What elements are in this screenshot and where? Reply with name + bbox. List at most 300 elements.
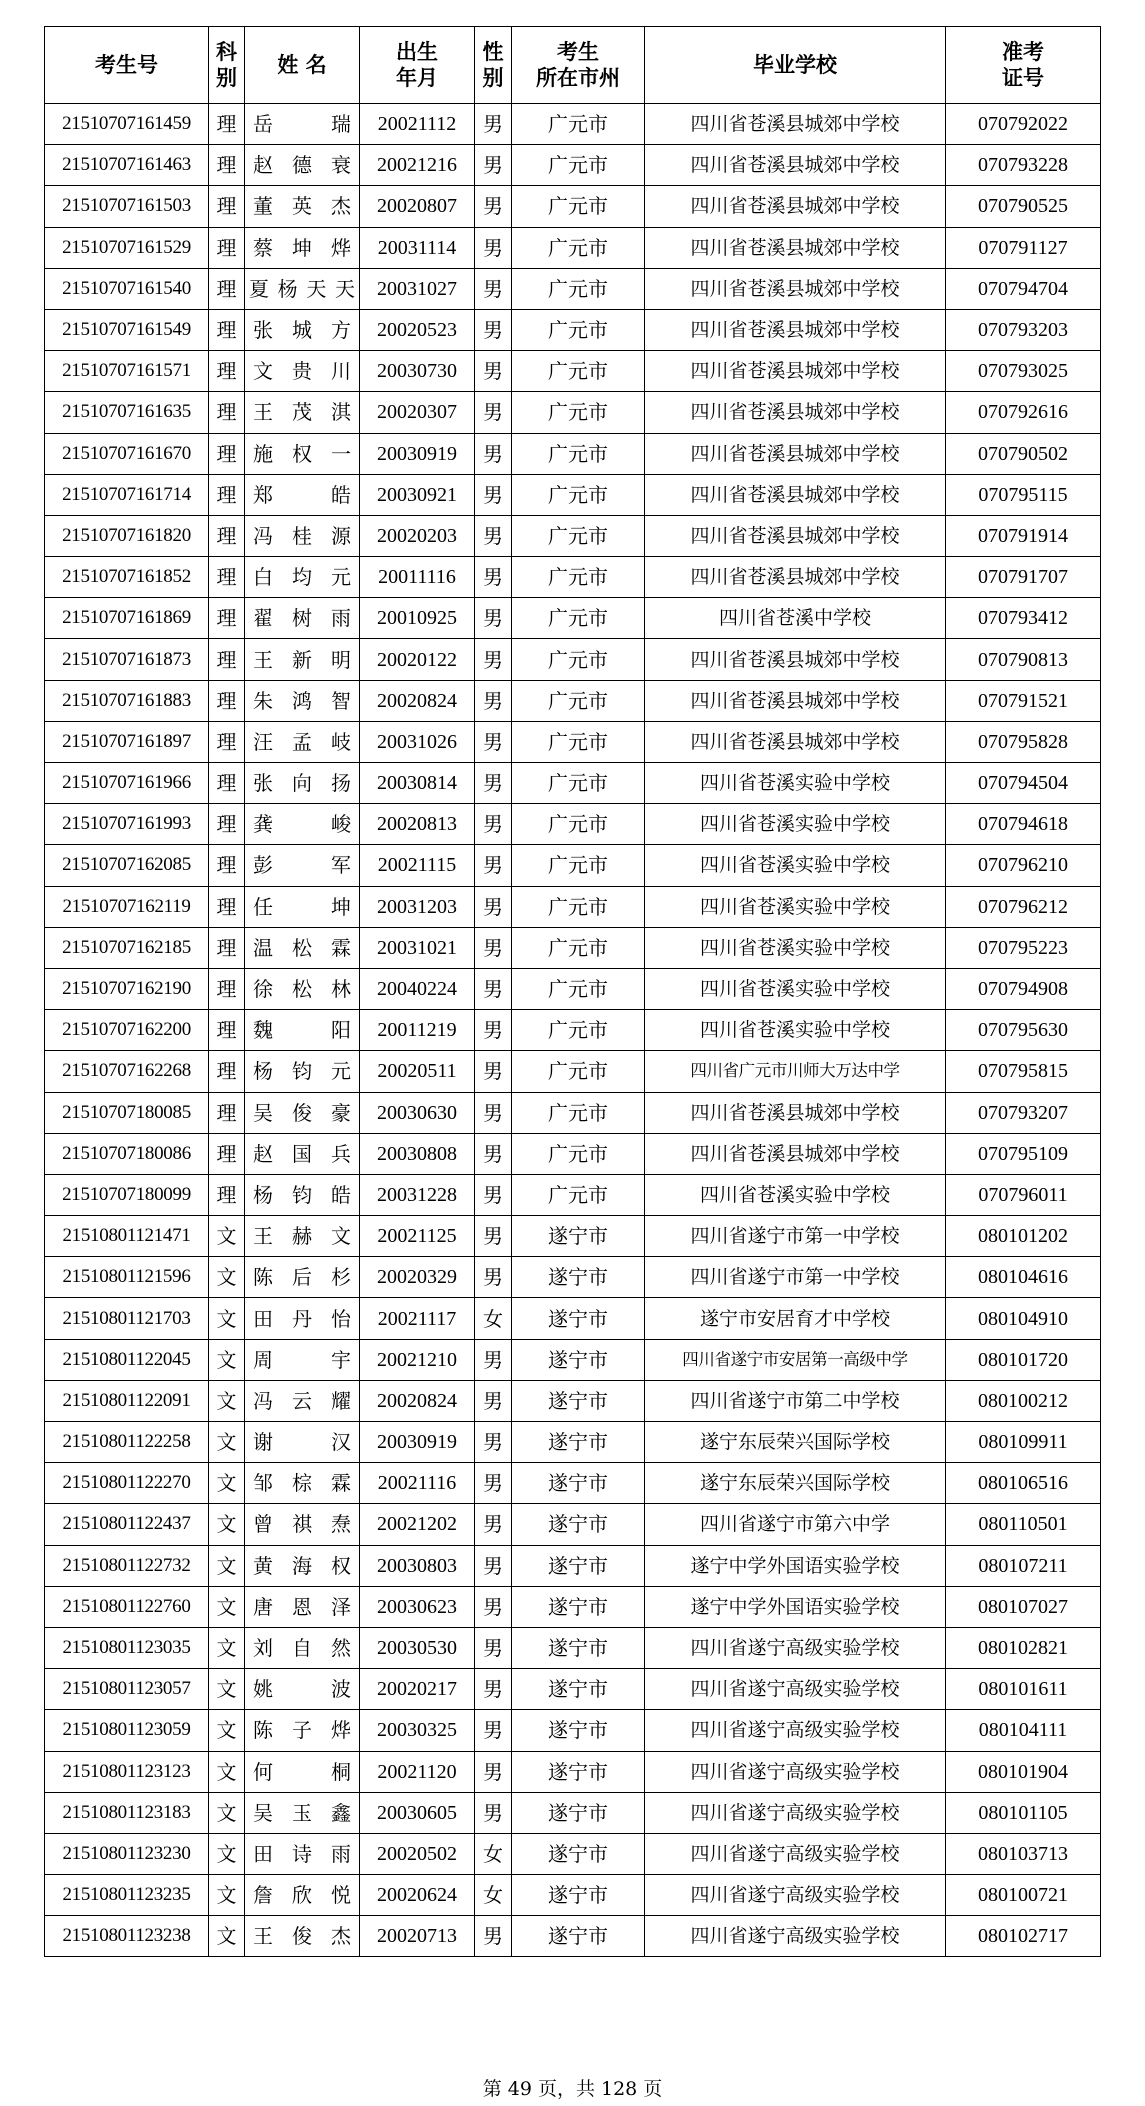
cell-school: 四川省遂宁高级实验学校 — [645, 1751, 946, 1792]
cell-ticket: 080107027 — [946, 1586, 1101, 1627]
cell-city: 广元市 — [512, 268, 645, 309]
cell-city: 广元市 — [512, 804, 645, 845]
cell-subject: 理 — [209, 927, 245, 968]
cell-birth: 20020713 — [360, 1916, 475, 1957]
cell-gender: 女 — [475, 1298, 512, 1339]
cell-birth: 20011219 — [360, 1010, 475, 1051]
cell-exam-no: 21510801122437 — [45, 1504, 209, 1545]
cell-name: 詹欣悦 — [245, 1875, 360, 1916]
cell-subject: 理 — [209, 598, 245, 639]
cell-birth: 20031228 — [360, 1174, 475, 1215]
cell-name: 何桐 — [245, 1751, 360, 1792]
cell-ticket: 070795109 — [946, 1133, 1101, 1174]
cell-ticket: 070793207 — [946, 1092, 1101, 1133]
cell-subject: 文 — [209, 1792, 245, 1833]
cell-subject: 文 — [209, 1669, 245, 1710]
cell-school: 四川省遂宁市第二中学校 — [645, 1380, 946, 1421]
cell-ticket: 080110501 — [946, 1504, 1101, 1545]
cell-city: 遂宁市 — [512, 1710, 645, 1751]
cell-birth: 20020824 — [360, 1380, 475, 1421]
cell-subject: 文 — [209, 1463, 245, 1504]
cell-birth: 20021116 — [360, 1463, 475, 1504]
cell-birth: 20030921 — [360, 474, 475, 515]
cell-name: 郑皓 — [245, 474, 360, 515]
cell-birth: 20021210 — [360, 1339, 475, 1380]
cell-subject: 理 — [209, 186, 245, 227]
cell-ticket: 070793228 — [946, 145, 1101, 186]
cell-exam-no: 21510801123183 — [45, 1792, 209, 1833]
cell-city: 遂宁市 — [512, 1916, 645, 1957]
cell-gender: 男 — [475, 351, 512, 392]
cell-gender: 男 — [475, 268, 512, 309]
cell-subject: 理 — [209, 351, 245, 392]
table-row — [45, 845, 1101, 886]
cell-exam-no: 21510707161820 — [45, 515, 209, 556]
cell-exam-no: 21510707180085 — [45, 1092, 209, 1133]
cell-subject: 理 — [209, 1092, 245, 1133]
cell-school: 四川省苍溪县城郊中学校 — [645, 433, 946, 474]
cell-gender: 男 — [475, 1174, 512, 1215]
cell-subject: 文 — [209, 1545, 245, 1586]
cell-exam-no: 21510707161869 — [45, 598, 209, 639]
cell-subject: 理 — [209, 763, 245, 804]
table-row — [45, 1216, 1101, 1257]
table-row — [45, 1875, 1101, 1916]
cell-ticket: 080101904 — [946, 1751, 1101, 1792]
cell-school: 遂宁中学外国语实验学校 — [645, 1545, 946, 1586]
cell-city: 遂宁市 — [512, 1627, 645, 1668]
cell-ticket: 070795815 — [946, 1051, 1101, 1092]
cell-school: 四川省苍溪县城郊中学校 — [645, 145, 946, 186]
cell-school: 四川省苍溪实验中学校 — [645, 763, 946, 804]
cell-city: 广元市 — [512, 351, 645, 392]
cell-school: 四川省苍溪县城郊中学校 — [645, 639, 946, 680]
cell-subject: 文 — [209, 1627, 245, 1668]
cell-gender: 男 — [475, 1216, 512, 1257]
cell-school: 四川省遂宁高级实验学校 — [645, 1833, 946, 1874]
table-row — [45, 433, 1101, 474]
cell-gender: 男 — [475, 1463, 512, 1504]
cell-subject: 文 — [209, 1875, 245, 1916]
cell-city: 广元市 — [512, 845, 645, 886]
cell-city: 遂宁市 — [512, 1422, 645, 1463]
cell-ticket: 080104616 — [946, 1257, 1101, 1298]
cell-birth: 20020329 — [360, 1257, 475, 1298]
cell-subject: 理 — [209, 227, 245, 268]
cell-birth: 20010925 — [360, 598, 475, 639]
cell-birth: 20030623 — [360, 1586, 475, 1627]
cell-exam-no: 21510707162190 — [45, 968, 209, 1009]
cell-school: 四川省苍溪实验中学校 — [645, 968, 946, 1009]
cell-ticket: 070790813 — [946, 639, 1101, 680]
table-row — [45, 186, 1101, 227]
cell-name: 夏杨天天 — [245, 268, 360, 309]
cell-name: 周宇 — [245, 1339, 360, 1380]
cell-school: 四川省苍溪实验中学校 — [645, 1010, 946, 1051]
cell-gender: 男 — [475, 1710, 512, 1751]
cell-name: 任坤 — [245, 886, 360, 927]
table-row — [45, 1792, 1101, 1833]
cell-ticket: 080100721 — [946, 1875, 1101, 1916]
header-gender: 性 别 — [475, 27, 512, 104]
table-row — [45, 680, 1101, 721]
cell-birth: 20020813 — [360, 804, 475, 845]
cell-ticket: 080109911 — [946, 1422, 1101, 1463]
table-row — [45, 1916, 1101, 1957]
cell-city: 广元市 — [512, 145, 645, 186]
cell-subject: 文 — [209, 1833, 245, 1874]
cell-school: 四川省苍溪县城郊中学校 — [645, 104, 946, 145]
cell-subject: 文 — [209, 1422, 245, 1463]
cell-subject: 理 — [209, 309, 245, 350]
cell-exam-no: 21510707161635 — [45, 392, 209, 433]
cell-ticket: 080104910 — [946, 1298, 1101, 1339]
cell-exam-no: 21510707162200 — [45, 1010, 209, 1051]
cell-name: 赵国兵 — [245, 1133, 360, 1174]
cell-birth: 20030919 — [360, 433, 475, 474]
cell-ticket: 070796210 — [946, 845, 1101, 886]
cell-exam-no: 21510707161714 — [45, 474, 209, 515]
table-row — [45, 1627, 1101, 1668]
cell-ticket: 070796011 — [946, 1174, 1101, 1215]
cell-city: 广元市 — [512, 474, 645, 515]
header-birth: 出生 年月 — [360, 27, 475, 104]
table-row — [45, 1257, 1101, 1298]
cell-name: 黄海权 — [245, 1545, 360, 1586]
cell-city: 广元市 — [512, 392, 645, 433]
cell-subject: 理 — [209, 557, 245, 598]
cell-school: 四川省苍溪实验中学校 — [645, 1174, 946, 1215]
cell-gender: 男 — [475, 392, 512, 433]
cell-school: 四川省苍溪县城郊中学校 — [645, 268, 946, 309]
cell-subject: 理 — [209, 1174, 245, 1215]
cell-school: 四川省遂宁高级实验学校 — [645, 1669, 946, 1710]
table-row — [45, 309, 1101, 350]
cell-birth: 20020624 — [360, 1875, 475, 1916]
cell-school: 四川省苍溪县城郊中学校 — [645, 186, 946, 227]
cell-gender: 男 — [475, 309, 512, 350]
cell-exam-no: 21510707161459 — [45, 104, 209, 145]
header-subject: 科 别 — [209, 27, 245, 104]
cell-birth: 20030530 — [360, 1627, 475, 1668]
cell-exam-no: 21510707180099 — [45, 1174, 209, 1215]
cell-school: 遂宁中学外国语实验学校 — [645, 1586, 946, 1627]
cell-ticket: 070795223 — [946, 927, 1101, 968]
cell-school: 四川省苍溪县城郊中学校 — [645, 721, 946, 762]
cell-ticket: 070790502 — [946, 433, 1101, 474]
cell-subject: 文 — [209, 1298, 245, 1339]
cell-exam-no: 21510801122760 — [45, 1586, 209, 1627]
cell-name: 唐恩泽 — [245, 1586, 360, 1627]
cell-ticket: 070794618 — [946, 804, 1101, 845]
table-row — [45, 804, 1101, 845]
cell-school: 四川省苍溪中学校 — [645, 598, 946, 639]
header-ticket: 准考 证号 — [946, 27, 1101, 104]
cell-subject: 理 — [209, 680, 245, 721]
cell-gender: 男 — [475, 104, 512, 145]
cell-exam-no: 21510801123059 — [45, 1710, 209, 1751]
cell-school: 四川省遂宁高级实验学校 — [645, 1916, 946, 1957]
cell-city: 遂宁市 — [512, 1339, 645, 1380]
cell-city: 广元市 — [512, 639, 645, 680]
cell-gender: 男 — [475, 433, 512, 474]
cell-ticket: 070792616 — [946, 392, 1101, 433]
cell-birth: 20020217 — [360, 1669, 475, 1710]
cell-school: 四川省苍溪县城郊中学校 — [645, 680, 946, 721]
cell-ticket: 070793203 — [946, 309, 1101, 350]
cell-subject: 文 — [209, 1216, 245, 1257]
cell-city: 遂宁市 — [512, 1833, 645, 1874]
cell-city: 遂宁市 — [512, 1751, 645, 1792]
table-row — [45, 557, 1101, 598]
cell-gender: 男 — [475, 515, 512, 556]
table-row — [45, 104, 1101, 145]
table-row — [45, 1751, 1101, 1792]
cell-city: 遂宁市 — [512, 1216, 645, 1257]
cell-birth: 20031203 — [360, 886, 475, 927]
cell-birth: 20020122 — [360, 639, 475, 680]
cell-city: 遂宁市 — [512, 1792, 645, 1833]
cell-city: 广元市 — [512, 104, 645, 145]
cell-city: 广元市 — [512, 763, 645, 804]
table-row — [45, 886, 1101, 927]
cell-birth: 20021120 — [360, 1751, 475, 1792]
cell-name: 杨钧元 — [245, 1051, 360, 1092]
cell-birth: 20020203 — [360, 515, 475, 556]
cell-ticket: 070791707 — [946, 557, 1101, 598]
page-footer: 第 49 页，共 128 页 — [482, 2078, 663, 2100]
cell-city: 广元市 — [512, 309, 645, 350]
cell-name: 曾祺焘 — [245, 1504, 360, 1545]
cell-exam-no: 21510707162268 — [45, 1051, 209, 1092]
cell-subject: 理 — [209, 1133, 245, 1174]
cell-gender: 女 — [475, 1875, 512, 1916]
cell-school: 四川省苍溪县城郊中学校 — [645, 515, 946, 556]
cell-city: 广元市 — [512, 886, 645, 927]
cell-ticket: 080102717 — [946, 1916, 1101, 1957]
cell-city: 广元市 — [512, 721, 645, 762]
cell-birth: 20020807 — [360, 186, 475, 227]
cell-city: 遂宁市 — [512, 1257, 645, 1298]
cell-exam-no: 21510707161540 — [45, 268, 209, 309]
cell-gender: 男 — [475, 763, 512, 804]
cell-name: 陈子烨 — [245, 1710, 360, 1751]
cell-name: 冯桂源 — [245, 515, 360, 556]
cell-gender: 男 — [475, 886, 512, 927]
cell-name: 张向扬 — [245, 763, 360, 804]
table-row — [45, 763, 1101, 804]
cell-birth: 20020307 — [360, 392, 475, 433]
table-row — [45, 351, 1101, 392]
cell-exam-no: 21510801123238 — [45, 1916, 209, 1957]
cell-subject: 理 — [209, 639, 245, 680]
cell-subject: 理 — [209, 433, 245, 474]
cell-exam-no: 21510707161852 — [45, 557, 209, 598]
cell-birth: 20030814 — [360, 763, 475, 804]
cell-subject: 文 — [209, 1380, 245, 1421]
table-row — [45, 1092, 1101, 1133]
table-row — [45, 227, 1101, 268]
cell-subject: 文 — [209, 1751, 245, 1792]
cell-subject: 理 — [209, 515, 245, 556]
cell-subject: 理 — [209, 474, 245, 515]
cell-birth: 20011116 — [360, 557, 475, 598]
cell-name: 邹棕霖 — [245, 1463, 360, 1504]
cell-birth: 20031021 — [360, 927, 475, 968]
cell-school: 四川省苍溪县城郊中学校 — [645, 1133, 946, 1174]
header-exam-no: 考生号 — [45, 27, 209, 104]
cell-ticket: 070790525 — [946, 186, 1101, 227]
cell-name: 王茂淇 — [245, 392, 360, 433]
cell-name: 龚峻 — [245, 804, 360, 845]
cell-city: 广元市 — [512, 1010, 645, 1051]
cell-name: 王赫文 — [245, 1216, 360, 1257]
cell-birth: 20031114 — [360, 227, 475, 268]
cell-gender: 男 — [475, 845, 512, 886]
cell-gender: 女 — [475, 1833, 512, 1874]
table-row — [45, 1710, 1101, 1751]
cell-name: 蔡坤烨 — [245, 227, 360, 268]
cell-birth: 20021117 — [360, 1298, 475, 1339]
table-body — [45, 104, 1101, 1957]
cell-name: 田诗雨 — [245, 1833, 360, 1874]
cell-birth: 20030919 — [360, 1422, 475, 1463]
cell-exam-no: 21510801123230 — [45, 1833, 209, 1874]
cell-subject: 理 — [209, 1051, 245, 1092]
cell-school: 遂宁东辰荣兴国际学校 — [645, 1422, 946, 1463]
cell-city: 遂宁市 — [512, 1298, 645, 1339]
cell-birth: 20020824 — [360, 680, 475, 721]
cell-ticket: 080100212 — [946, 1380, 1101, 1421]
cell-ticket: 070795630 — [946, 1010, 1101, 1051]
cell-name: 田丹怡 — [245, 1298, 360, 1339]
cell-school: 四川省遂宁高级实验学校 — [645, 1710, 946, 1751]
table-row — [45, 598, 1101, 639]
cell-school: 四川省遂宁高级实验学校 — [645, 1792, 946, 1833]
cell-gender: 男 — [475, 1751, 512, 1792]
cell-name: 岳瑞 — [245, 104, 360, 145]
cell-school: 四川省遂宁市第六中学 — [645, 1504, 946, 1545]
cell-exam-no: 21510801121471 — [45, 1216, 209, 1257]
table-row — [45, 515, 1101, 556]
cell-school: 四川省遂宁高级实验学校 — [645, 1627, 946, 1668]
table-row — [45, 1463, 1101, 1504]
cell-gender: 男 — [475, 1669, 512, 1710]
cell-name: 彭军 — [245, 845, 360, 886]
table-row — [45, 1380, 1101, 1421]
cell-name: 姚波 — [245, 1669, 360, 1710]
cell-name: 陈后杉 — [245, 1257, 360, 1298]
cell-exam-no: 21510801122258 — [45, 1422, 209, 1463]
cell-ticket: 080103713 — [946, 1833, 1101, 1874]
cell-city: 广元市 — [512, 968, 645, 1009]
cell-exam-no: 21510801123035 — [45, 1627, 209, 1668]
cell-subject: 理 — [209, 968, 245, 1009]
cell-subject: 理 — [209, 886, 245, 927]
cell-school: 四川省遂宁市安居第一高级中学 — [645, 1339, 946, 1380]
header-name: 姓 名 — [245, 27, 360, 104]
cell-gender: 男 — [475, 474, 512, 515]
cell-gender: 男 — [475, 968, 512, 1009]
cell-school: 四川省苍溪县城郊中学校 — [645, 557, 946, 598]
cell-ticket: 070792022 — [946, 104, 1101, 145]
cell-exam-no: 21510707161873 — [45, 639, 209, 680]
cell-name: 王俊杰 — [245, 1916, 360, 1957]
cell-gender: 男 — [475, 1916, 512, 1957]
table-row — [45, 1174, 1101, 1215]
cell-gender: 男 — [475, 598, 512, 639]
cell-city: 遂宁市 — [512, 1669, 645, 1710]
cell-gender: 男 — [475, 1792, 512, 1833]
cell-ticket: 070794504 — [946, 763, 1101, 804]
cell-name: 朱鸿智 — [245, 680, 360, 721]
cell-ticket: 070794704 — [946, 268, 1101, 309]
cell-exam-no: 21510801121703 — [45, 1298, 209, 1339]
cell-city: 遂宁市 — [512, 1586, 645, 1627]
cell-exam-no: 21510801122270 — [45, 1463, 209, 1504]
cell-exam-no: 21510707162085 — [45, 845, 209, 886]
cell-school: 四川省遂宁市第一中学校 — [645, 1257, 946, 1298]
cell-birth: 20020511 — [360, 1051, 475, 1092]
cell-birth: 20030803 — [360, 1545, 475, 1586]
cell-birth: 20030605 — [360, 1792, 475, 1833]
cell-subject: 理 — [209, 804, 245, 845]
cell-gender: 男 — [475, 1051, 512, 1092]
cell-name: 温松霖 — [245, 927, 360, 968]
cell-city: 广元市 — [512, 1174, 645, 1215]
cell-ticket: 070794908 — [946, 968, 1101, 1009]
cell-school: 遂宁市安居育才中学校 — [645, 1298, 946, 1339]
table-row — [45, 721, 1101, 762]
cell-subject: 理 — [209, 392, 245, 433]
cell-subject: 理 — [209, 845, 245, 886]
cell-city: 广元市 — [512, 515, 645, 556]
cell-birth: 20040224 — [360, 968, 475, 1009]
cell-ticket: 080101202 — [946, 1216, 1101, 1257]
cell-subject: 文 — [209, 1257, 245, 1298]
cell-city: 广元市 — [512, 227, 645, 268]
cell-school: 四川省苍溪县城郊中学校 — [645, 474, 946, 515]
cell-subject: 理 — [209, 1010, 245, 1051]
cell-gender: 男 — [475, 804, 512, 845]
cell-name: 王新明 — [245, 639, 360, 680]
cell-gender: 男 — [475, 1092, 512, 1133]
cell-birth: 20030325 — [360, 1710, 475, 1751]
cell-exam-no: 21510707162185 — [45, 927, 209, 968]
cell-exam-no: 21510801122091 — [45, 1380, 209, 1421]
cell-name: 魏阳 — [245, 1010, 360, 1051]
cell-school: 四川省遂宁高级实验学校 — [645, 1875, 946, 1916]
cell-subject: 文 — [209, 1710, 245, 1751]
cell-exam-no: 21510707161503 — [45, 186, 209, 227]
cell-exam-no: 21510801123123 — [45, 1751, 209, 1792]
cell-city: 广元市 — [512, 557, 645, 598]
cell-exam-no: 21510707161966 — [45, 763, 209, 804]
cell-exam-no: 21510707180086 — [45, 1133, 209, 1174]
cell-name: 刘自然 — [245, 1627, 360, 1668]
table-row — [45, 145, 1101, 186]
cell-city: 遂宁市 — [512, 1875, 645, 1916]
table-row — [45, 1010, 1101, 1051]
cell-city: 遂宁市 — [512, 1380, 645, 1421]
table-header-row — [45, 27, 1101, 104]
cell-name: 杨钧皓 — [245, 1174, 360, 1215]
cell-gender: 男 — [475, 227, 512, 268]
table-row — [45, 1339, 1101, 1380]
cell-ticket: 080101720 — [946, 1339, 1101, 1380]
cell-exam-no: 21510707161529 — [45, 227, 209, 268]
cell-city: 广元市 — [512, 927, 645, 968]
